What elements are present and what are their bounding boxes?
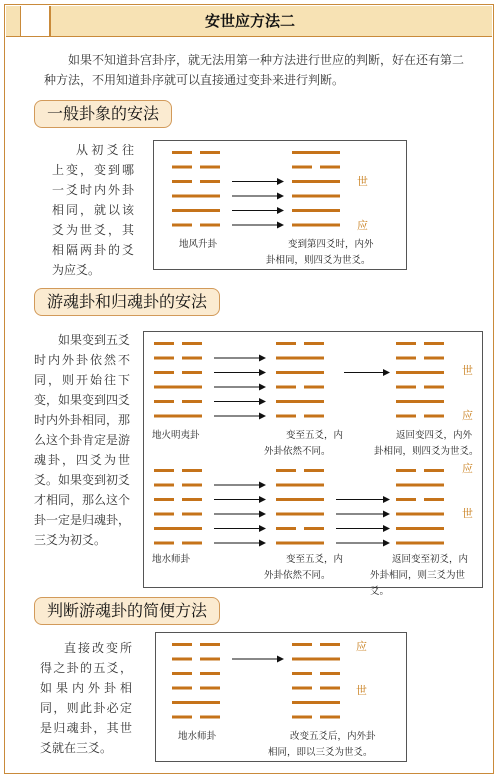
hex-final-a-yang-line <box>396 400 444 403</box>
hex-final-b-yin-line <box>396 469 416 472</box>
shi-label-3: 世 <box>356 684 367 697</box>
hex-changed-yin-line <box>320 166 340 169</box>
hex-shi-yin-line <box>182 542 202 545</box>
ying-label-3: 应 <box>356 640 367 653</box>
hex-sheng-yang-line <box>172 195 220 198</box>
hex-shi-yang-line <box>154 527 202 530</box>
hex-shi-yin-line <box>182 513 202 516</box>
return-b-arrow-head <box>383 511 390 518</box>
hex-shi-3-yin-line <box>200 658 220 661</box>
caption-a-mid-1: 变至五爻，内 <box>286 430 344 441</box>
hex-changed-yang-line <box>292 180 340 183</box>
hex-shi-yin-line <box>182 469 202 472</box>
hex-mingyi-yin-line <box>182 342 202 345</box>
shi-label-a: 世 <box>462 364 473 377</box>
hex-final-b-yin-line <box>396 498 416 501</box>
hex-changed-yang-line <box>292 151 340 154</box>
hex-final-b-yin-line <box>424 498 444 501</box>
return-b-arrow-head <box>383 540 390 547</box>
hex-sheng-yin-line <box>172 166 192 169</box>
hex-shi-yin-line <box>154 542 174 545</box>
section1-text: 从初爻往上变，变到哪一爻时内外卦相同，就以该爻为世爻，其相隔两卦的爻为应爻。 <box>52 143 134 277</box>
diagram-caption-right-2: 卦相同，则四爻为世爻。 <box>266 255 371 266</box>
hex-shi-yin-line <box>154 513 174 516</box>
hex-mid-a-yang-line <box>276 371 324 374</box>
return-b-arrow-head <box>383 525 390 532</box>
shi-label-b: 世 <box>462 507 473 520</box>
hex-changed-yin-line <box>292 166 312 169</box>
hex-shi-3-yin-line <box>172 643 192 646</box>
ying-label: 应 <box>357 219 368 232</box>
diagram3-caption-right-2: 相同，即以三爻为世爻。 <box>268 747 373 758</box>
section-title-general: 一般卦象的安法 <box>34 100 172 128</box>
hex-changed-3-yang-line <box>292 701 340 704</box>
hex-final-b-yang-line <box>396 542 444 545</box>
hex-final-b-yang-line <box>396 527 444 530</box>
hex-mid-b-yin-line <box>304 527 324 530</box>
hex-final-a-yin-line <box>424 386 444 389</box>
caption-a-mid-2: 外卦依然不同。 <box>264 446 331 457</box>
hex-mid-b-yang-line <box>276 513 324 516</box>
hex-changed-yang-line <box>292 195 340 198</box>
diagram-caption-left: 地风升卦 <box>179 239 218 250</box>
hex-final-a-yin-line <box>396 342 416 345</box>
diagram-quick-method <box>155 632 407 762</box>
hex-sheng-yin-line <box>200 224 220 227</box>
hex-final-a-yin-line <box>396 386 416 389</box>
change-a-arrow-head <box>259 355 266 362</box>
diagram3-caption-right-1: 改变五爻后，内外卦 <box>290 731 376 742</box>
hex-shi-3-yin-line <box>200 716 220 719</box>
hex-shi-3-yin-line <box>172 687 192 690</box>
hex-sheng-yin-line <box>172 151 192 154</box>
change-3-arrow-head <box>277 656 284 663</box>
hex-shi-yin-line <box>182 498 202 501</box>
hex-shi-yin-line <box>154 498 174 501</box>
hex-mid-b-yin-line <box>304 469 324 472</box>
change-a-arrow-head <box>259 369 266 376</box>
hex-shi-3-yin-line <box>200 643 220 646</box>
hex-changed-yang-line <box>292 224 340 227</box>
hex-final-a-yin-line <box>396 415 416 418</box>
caption-b-mid-1: 变至五爻，内 <box>286 554 344 565</box>
hex-mingyi-yin-line <box>154 400 174 403</box>
hex-shi-yin-line <box>154 469 174 472</box>
hex-mingyi-yin-line <box>182 400 202 403</box>
hex-mingyi-yang-line <box>154 386 202 389</box>
caption-b-left: 地水师卦 <box>152 554 191 565</box>
hex-shi-3-yin-line <box>172 716 192 719</box>
hex-shi-yin-line <box>182 484 202 487</box>
ying-label-b: 应 <box>462 462 473 475</box>
hex-mingyi-yin-line <box>182 371 202 374</box>
hex-mid-a-yin-line <box>276 415 296 418</box>
ying-label-a: 应 <box>462 409 473 422</box>
hex-mid-b-yang-line <box>276 542 324 545</box>
hex-shi-3-yang-line <box>172 701 220 704</box>
hex-mingyi-yang-line <box>154 415 202 418</box>
hex-mid-a-yin-line <box>276 342 296 345</box>
hex-mid-a-yin-line <box>304 386 324 389</box>
hex-final-b-yang-line <box>396 484 444 487</box>
hex-shi-yin-line <box>154 484 174 487</box>
hex-changed-3-yin-line <box>292 687 312 690</box>
hex-mid-b-yang-line <box>276 498 324 501</box>
change-arrow-head <box>277 222 284 229</box>
caption-b-right-1: 返回变至初爻，内 <box>392 554 469 565</box>
hex-final-a-yin-line <box>424 415 444 418</box>
page-title: 安世应方法二 <box>204 12 295 30</box>
hex-sheng-yin-line <box>200 151 220 154</box>
caption-b-mid-2: 外卦依然不同。 <box>264 570 331 581</box>
change-a-arrow-head <box>259 398 266 405</box>
hex-final-a-yang-line <box>396 371 444 374</box>
caption-b-right-2: 外卦相同，则三爻为世爻。 <box>370 570 466 597</box>
diagram-general <box>153 140 407 270</box>
hex-changed-3-yin-line <box>292 672 312 675</box>
hex-shi-3-yin-line <box>200 672 220 675</box>
change-b-arrow-head <box>259 482 266 489</box>
change-arrow-head <box>277 207 284 214</box>
diagram-youhun-guihun <box>143 331 483 597</box>
return-a-arrow-head <box>383 369 390 376</box>
hex-mid-b-yin-line <box>276 527 296 530</box>
hex-sheng-yin-line <box>172 180 192 183</box>
hex-changed-3-yin-line <box>292 716 312 719</box>
hex-changed-3-yin-line <box>320 687 340 690</box>
hex-mid-a-yang-line <box>276 400 324 403</box>
hex-sheng-yin-line <box>200 180 220 183</box>
intro-paragraph: 如果不知道卦宫卦序，就无法用第一种方法进行世应的判断，好在还有第二种方法，不用知道卦序就可以直接通过变卦来进行判断。 <box>44 53 465 87</box>
hex-sheng-yang-line <box>172 209 220 212</box>
section2-text: 如果变到五爻时内外卦依然不同，则开始往下变，如果变到四爻时内外卦相同，那么这个卦肯定是游魂卦，四爻为世爻。如果变到初爻才相同，那么这个卦一定是归魂卦，三爻为初爻。 <box>34 333 131 547</box>
diagram-caption-right-1: 变到第四爻时，内外 <box>288 239 374 250</box>
caption-a-right-1: 返回变四爻，内外 <box>396 430 473 441</box>
hex-mid-a-yin-line <box>276 386 296 389</box>
hex-shi-3-yin-line <box>200 687 220 690</box>
caption-a-left: 地火明夷卦 <box>152 430 200 441</box>
hex-shi-3-yin-line <box>172 672 192 675</box>
hex-final-a-yin-line <box>424 342 444 345</box>
hex-mid-a-yang-line <box>276 357 324 360</box>
change-b-arrow-head <box>259 525 266 532</box>
diagram3-caption-left: 地水师卦 <box>178 731 217 742</box>
hex-mingyi-yin-line <box>154 371 174 374</box>
hex-changed-3-yin-line <box>320 716 340 719</box>
section-title-quick-method: 判断游魂卦的简便方法 <box>34 597 220 625</box>
change-a-arrow-head <box>259 413 266 420</box>
hex-final-a-yin-line <box>396 357 416 360</box>
section3-text: 直接改变所得之卦的五爻，如果内外卦相同，则此卦必定是归魂卦，其世爻就在三爻。 <box>40 641 132 755</box>
shi-label: 世 <box>357 175 368 188</box>
hex-changed-3-yang-line <box>292 658 340 661</box>
hex-mid-a-yin-line <box>304 415 324 418</box>
change-arrow-head <box>277 193 284 200</box>
change-b-arrow-head <box>259 511 266 518</box>
change-b-arrow-head <box>259 540 266 547</box>
hex-mingyi-yin-line <box>182 357 202 360</box>
hex-shi-3-yin-line <box>172 658 192 661</box>
hex-sheng-yin-line <box>172 224 192 227</box>
change-a-arrow-head <box>259 384 266 391</box>
hex-final-a-yin-line <box>424 357 444 360</box>
hex-mid-b-yang-line <box>276 484 324 487</box>
caption-a-right-2: 卦相同，则四爻为世爻。 <box>374 446 479 457</box>
hex-mingyi-yin-line <box>154 342 174 345</box>
hex-mid-b-yin-line <box>276 469 296 472</box>
hex-changed-3-yin-line <box>292 643 312 646</box>
hex-mingyi-yin-line <box>154 357 174 360</box>
hex-final-b-yin-line <box>424 469 444 472</box>
change-b-arrow-head <box>259 496 266 503</box>
section-title-youhun-guihun: 游魂卦和归魂卦的安法 <box>34 288 220 316</box>
hex-sheng-yin-line <box>200 166 220 169</box>
return-b-arrow-head <box>383 496 390 503</box>
hex-changed-3-yin-line <box>320 643 340 646</box>
hex-final-b-yang-line <box>396 513 444 516</box>
hex-changed-yang-line <box>292 209 340 212</box>
hex-changed-3-yin-line <box>320 672 340 675</box>
hex-mid-a-yin-line <box>304 342 324 345</box>
change-arrow-head <box>277 178 284 185</box>
